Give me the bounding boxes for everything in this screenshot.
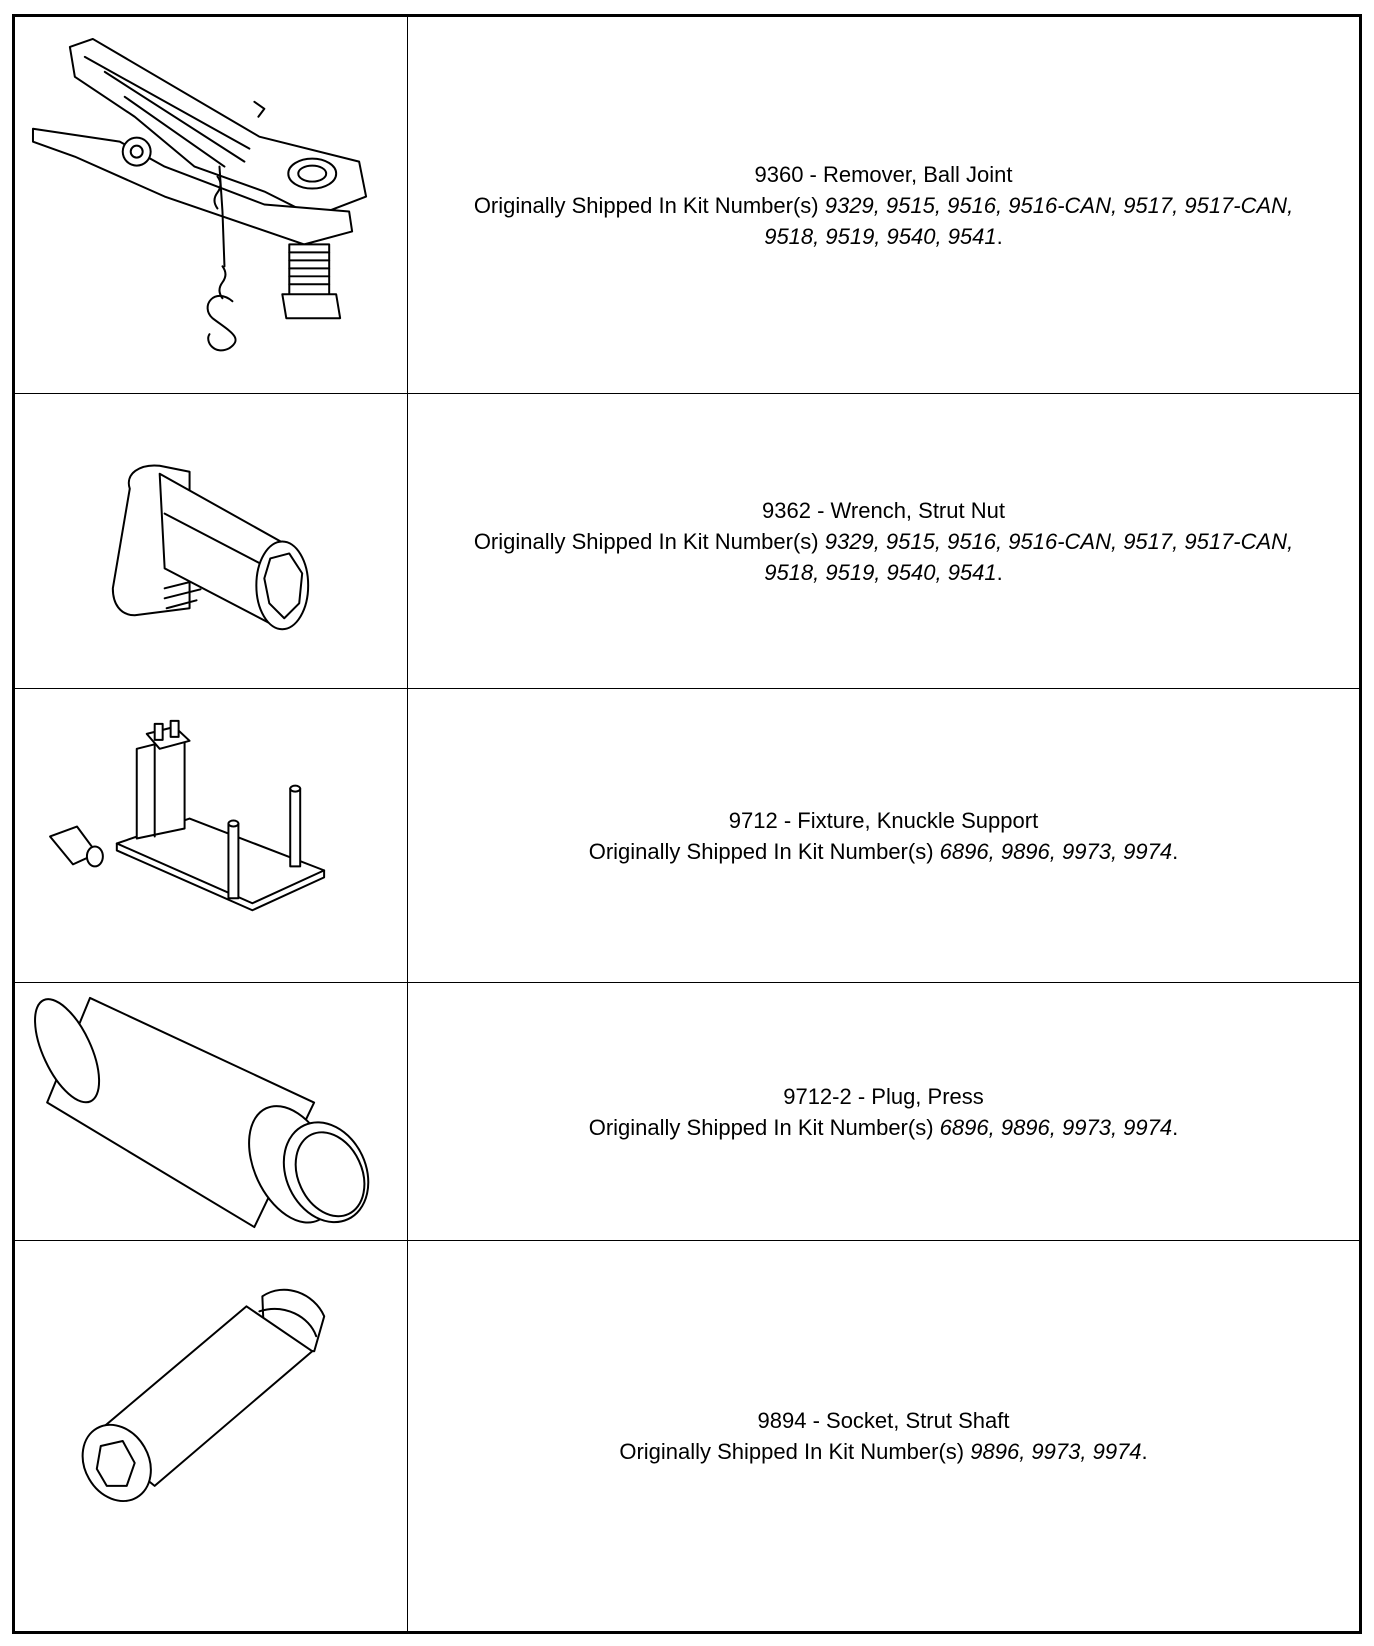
kit-prefix: Originally Shipped In Kit Number(s) [473,528,819,554]
tool-title: 9360 - Remover, Ball Joint [754,161,1013,187]
kit-line [474,190,1293,221]
tool-title: 9894 - Socket, Strut Shaft [757,1408,1010,1433]
kit-numbers: 9329, 9515, 9516, 9516-CAN, 9517, 9517-CAN, [824,192,1294,218]
kit-numbers: 9329, 9515, 9516, 9516-CAN, 9517, 9517-CAN, [824,528,1294,554]
kit-line: Originally Shipped In Kit Number(s) 6896, 9896, 9973, 9974. [588,1114,1179,1140]
kit-numbers-continued: 9518, 9519, 9540, 9541 [764,223,997,249]
tool-image-cell [15,394,408,688]
tool-description [408,394,1359,688]
kit-prefix: Originally Shipped In Kit Number(s) [619,1439,965,1464]
tool-image-cell [15,983,408,1240]
kit-line: Originally Shipped In Kit Number(s) 6896, 9896, 9973, 9974. [588,838,1179,864]
tool-description [408,689,1359,982]
kit-numbers: 6896, 9896, 9973, 9974 [939,838,1173,864]
kit-prefix: Originally Shipped In Kit Number(s) [588,1114,934,1140]
kit-numbers-continued: 9518, 9519, 9540, 9541 [764,559,997,585]
tool-title: 9712-2 - Plug, Press [783,1083,984,1109]
strut-shaft-socket-illustration [15,1241,407,1631]
tool-description [408,17,1359,393]
tool-title: 9712 - Fixture, Knuckle Support [728,807,1039,833]
tool-image-cell [15,1241,408,1631]
tool-description [408,1241,1359,1631]
ball-joint-remover-illustration [15,17,407,393]
press-plug-illustration [15,983,407,1240]
kit-line [474,526,1293,557]
tool-description [408,983,1359,1240]
knuckle-support-fixture-illustration [15,689,407,982]
tool-title: 9362 - Wrench, Strut Nut [762,497,1005,523]
strut-nut-wrench-illustration [15,394,407,688]
kit-prefix: Originally Shipped In Kit Number(s) [473,192,819,218]
tool-image-cell [15,689,408,982]
tool-row-9712-2 [15,983,1359,1241]
kit-prefix: Originally Shipped In Kit Number(s) [588,838,934,864]
kit-numbers: 6896, 9896, 9973, 9974 [939,1114,1173,1140]
tool-table [12,14,1362,1634]
tool-row-9362 [15,394,1359,689]
tool-row-9360 [15,17,1359,394]
kit-line: Originally Shipped In Kit Number(s) 9896, 9973, 9974. [619,1439,1148,1464]
kit-line-continued: 9518, 9519, 9540, 9541. [764,223,1003,249]
tool-row-9894 [15,1241,1359,1631]
tool-image-cell [15,17,408,393]
kit-numbers: 9896, 9973, 9974 [970,1439,1142,1464]
tool-row-9712 [15,689,1359,983]
kit-line-continued: 9518, 9519, 9540, 9541. [764,559,1003,585]
